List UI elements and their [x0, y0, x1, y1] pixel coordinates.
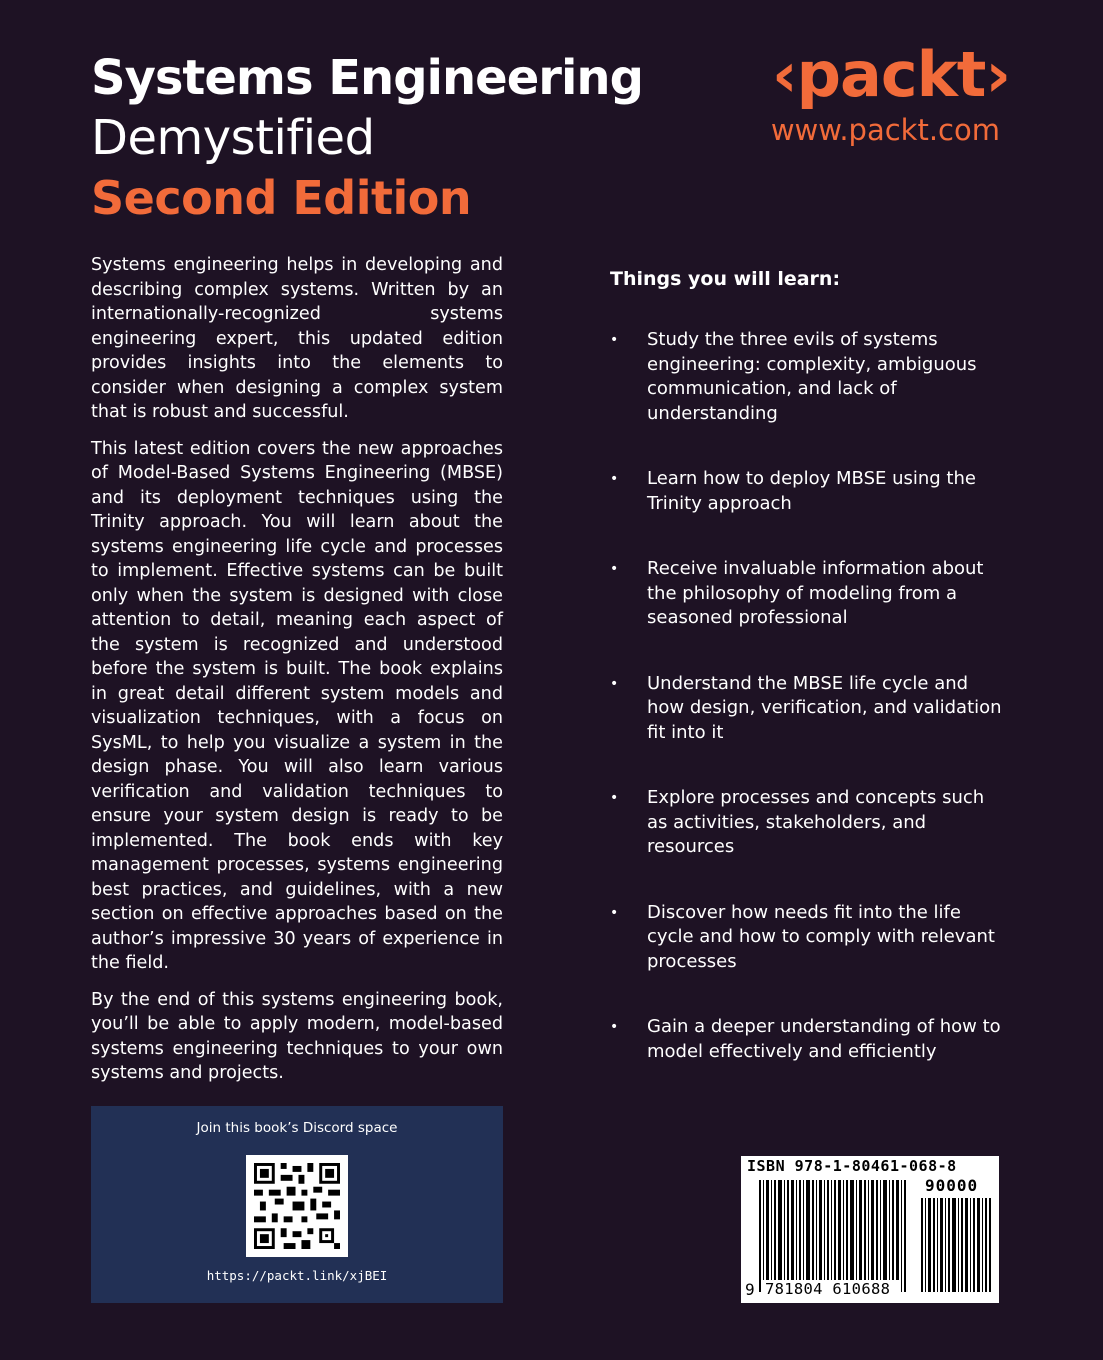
list-item: • Learn how to deploy MBSE using the Trinity approach [610, 468, 976, 514]
list-item: • Understand the MBSE life cycle and how design, verification, and validation fit into it [610, 672, 1002, 743]
discord-link[interactable]: https://packt.link/xjBEI [206, 1268, 388, 1283]
discord-title: Join this book’s Discord space [196, 1120, 398, 1136]
list-item: • Gain a deeper understanding of how to model effectively and efficiently [610, 1016, 1001, 1062]
packt-logo: ‹packt› [772, 38, 1010, 111]
list-item: • Discover how needs fit into the life cycle and how to comply with relevant processes [610, 901, 995, 972]
barcode-first-digit: 9 [745, 1280, 755, 1299]
list-item: • Explore processes and concepts such as activities, stakeholders, and resources [610, 787, 985, 857]
bullet-icon: • [610, 332, 619, 348]
book-description [91, 253, 503, 1098]
bullet-icon: • [610, 561, 619, 577]
qr-code-icon[interactable] [246, 1155, 348, 1257]
price-barcode-icon [921, 1198, 993, 1292]
bullet-icon: • [610, 471, 619, 487]
bullet-icon: • [610, 904, 619, 921]
barcode-icon [759, 1180, 909, 1292]
bullet-icon: • [610, 1019, 619, 1035]
description-paragraph: By the end of this systems engineering book, you’ll be able to apply modern, model-based systems engineering techniques to your own systems and projects. [91, 989, 503, 1083]
isbn-barcode [741, 1156, 999, 1303]
barcode-digits: 781804 610688 [765, 1280, 891, 1298]
list-item: • Study the three evils of systems engineering: complexity, ambiguous communication, and lack of understanding [610, 329, 977, 424]
edition-label: Second Edition [91, 171, 472, 225]
discord-box [91, 1106, 503, 1303]
book-title: Systems Engineering [91, 50, 643, 106]
title-block [91, 48, 651, 228]
publisher-url[interactable]: www.packt.com [770, 113, 1000, 147]
publisher-block [760, 38, 1010, 148]
bullet-icon: • [610, 675, 619, 692]
description-paragraph: This latest edition covers the new approaches of Model-Based Systems Engineering (MBSE) and its deployment techniques using the Trinity approach. You will learn about the systems engineering life cycle and processes to implement. Effective systems can be built only when the system is designed with close attention to detail, meaning each aspect of the system is recognized and understood before the system is built. The book explains in great detail different system models and visualization techniques, with a focus on SysML, to help you visualize a system in the design phase. You will also learn various verification and validation techniques to ensure your system design is ready to be implemented. The book ends with key management processes, systems engineering best practices, and guidelines, with a new section on effective approaches based on the author’s impressive 30 years of experience in the field. [91, 438, 503, 973]
description-paragraph: Systems engineering helps in developing and describing complex systems. Written by an internationally-recognized systems engineering expert, this updated edition provides insights into the elements to consider when designing a complex system that is robust and successful. [91, 255, 503, 422]
learning-list [610, 268, 1010, 1105]
bullet-icon: • [610, 790, 619, 806]
price-code: 90000 [925, 1176, 979, 1195]
isbn-text: ISBN 978-1-80461-068-8 [747, 1157, 957, 1175]
book-title-line2: Demystified [91, 110, 375, 166]
learning-list-title: Things you will learn: [610, 268, 841, 290]
list-item: • Receive invaluable information about the philosophy of modeling from a seasoned professional [610, 558, 984, 628]
